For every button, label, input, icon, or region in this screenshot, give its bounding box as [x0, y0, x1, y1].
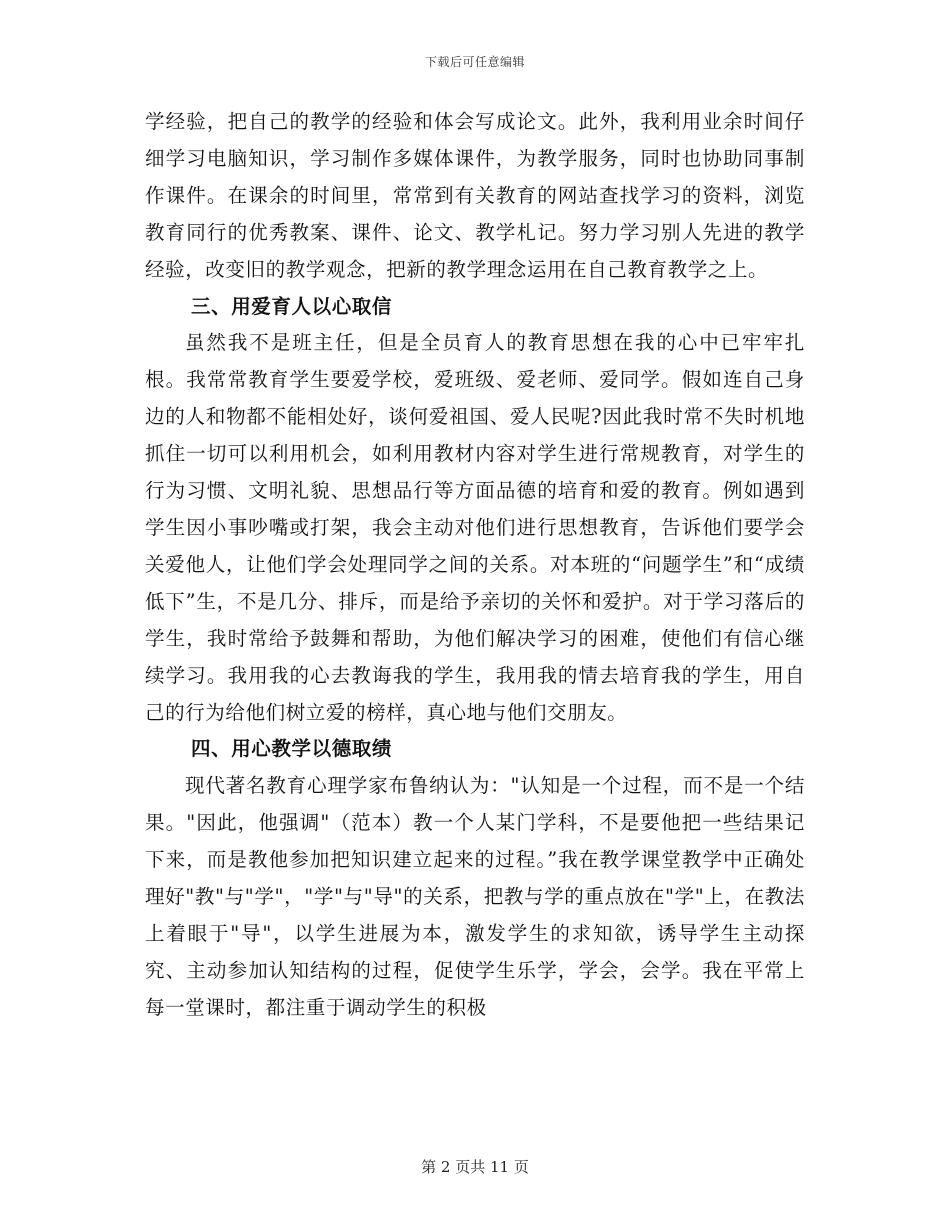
paragraph-3: 现代著名教育心理学家布鲁纳认为："认知是一个过程，而不是一个结果。"因此，他强调"（范本）教一个人某门学科，不是要他把一些结果记下来，而是教他参加把知识建立起来的过程。”我在教学课堂教学中正确处理好"教"与"学"，"学"与"导"的关系，把教与学的重点放在"学"上，在教法上着眼于"导"，以学生进展为本，激发学生的求知欲，诱导学生主动探究、主动参加认知结构的过程，促使学生乐学，学会，会学。我在平常上每一堂课时，都注重于调动学生的积极 — [145, 774, 805, 1019]
paragraph-2: 虽然我不是班主任，但是全员育人的教育思想在我的心中已牢牢扎根。我常常教育学生要爱学校，爱班级、爱老师、爱同学。假如连自己身边的人和物都不能相处好，谈何爱祖国、爱人民呢?因此我时常不失时机地抓住一切可以利用机会，如利用教材内容对学生进行常规教育，对学生的行为习惯、文明礼貌、思想品行等方面品德的培育和爱的教育。例如遇到学生因小事吵嘴或打架，我会主动对他们进行思想教育，告诉他们要学会关爱他人，让他们学会处理同学之间的关系。对本班的“问题学生”和“成绩低下”生，不是几分、排斥，而是给予亲切的关怀和爱护。对于学习落后的学生，我时常给予鼓舞和帮助，为他们解决学习的困难，使他们有信心继续学习。我用我的心去教诲我的学生，我用我的情去培育我的学生，用自己的行为给他们树立爱的榜样，真心地与他们交朋友。 — [145, 331, 805, 724]
paragraph-1: 学经验，把自己的教学的经验和体会写成论文。此外，我利用业余时间仔细学习电脑知识，学习制作多媒体课件，为教学服务，同时也协助同事制作课件。在课余的时间里，常常到有关教育的网站查找学习的资料，浏览教育同行的优秀教案、课件、论文、教学札记。努力学习别人先进的教学经验，改变旧的教学观念，把新的教学理念运用在自己教育教学之上。 — [145, 110, 805, 281]
document-body — [145, 104, 805, 1027]
section-heading-3: 三、用爱育人以心取信 — [191, 294, 393, 318]
page-number-footer: 第 2 页共 11 页 — [421, 1158, 529, 1176]
section-heading-4: 四、用心教学以德取绩 — [191, 737, 393, 761]
page-header-note: 下载后可任意编辑 — [424, 55, 525, 69]
